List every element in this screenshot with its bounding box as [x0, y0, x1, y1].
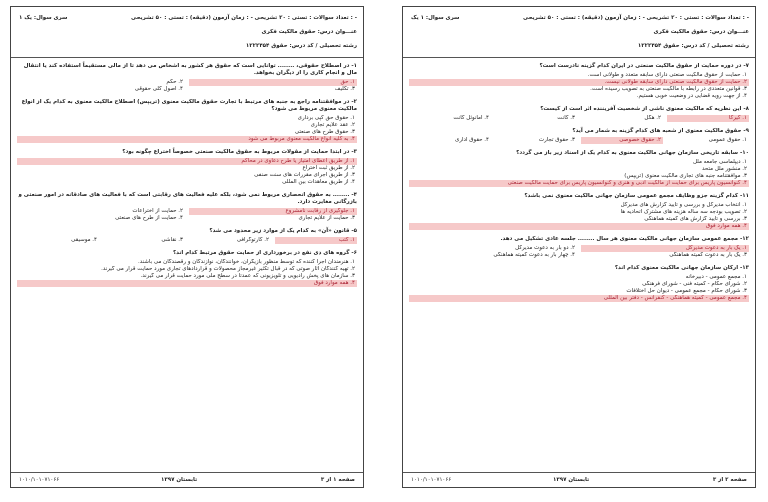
course-title: عنـــوان درس: حقوق مالکیت فکری [261, 29, 357, 35]
answer-option: ۱. حقوق عمومی [708, 137, 747, 143]
page-number: صفحه ۱ از ۳ [320, 477, 355, 483]
question-block [17, 149, 357, 186]
answer-option: ۳. از طریق اجرای مقررات های سنت صنفی [254, 172, 355, 178]
exam-footer [11, 472, 363, 487]
answer-option: ۳. موافقتنامه جنبه های تجاری مالکیت معنوی (تریپس) [624, 173, 747, 179]
answer-option-highlighted: ۴. همه موارد فوق [17, 280, 357, 287]
options-grid [409, 137, 749, 144]
answer-option: ۳. حمایت از علایم تجاری [298, 215, 355, 221]
answer-option: ۴. حمایت از طرح های صنعتی [115, 215, 183, 221]
answer-option: ۳. کانت [557, 115, 575, 121]
answer-option: ۲. عقد علایم تجاری [310, 122, 355, 128]
questions-area [17, 63, 357, 471]
question-block [17, 99, 357, 143]
exam-footer [403, 472, 755, 487]
question-block [409, 63, 749, 100]
answer-option: ۴. چهار بار به دعوت کمیته هماهنگی [493, 252, 575, 258]
answer-option: ۱. هنرمندان اجرا کننده که توسط منظور بازیگران، خوانندگان، نوازندگان و رقصندگان می باشند. [138, 259, 355, 265]
question-text: ۱۳- ارکان سازمان جهانی مالکیت معنوی کدام اند؟ [614, 265, 749, 271]
question-count-label: تعداد سوالات : تستی : ۲۰ تشریحی : - [254, 15, 357, 21]
question-text: ۱۲- مجمع عمومی سازمان جهانی مالکیت معنوی هر سال ........ جلسه عادی تشکیل می دهد. [500, 236, 749, 242]
answer-option: ۲. منشور ملل متحد [702, 166, 747, 172]
answer-option: ۳. حقوق تجارت [538, 137, 575, 143]
answer-option: ۴. حقوق اداری [455, 137, 489, 143]
answer-option: ۳. قوانین متعددی در رابطه با مالکیت صنعتی به تصویب رسیده است. [590, 86, 747, 92]
question-block [17, 228, 357, 244]
answer-option: ۲. دو بار به دعوت مدیرکل [515, 245, 575, 251]
answer-option: ۲. تهیه کنندگان آثار صوتی که در قبال تکثیر غیرمجاز محصولات و قراردادهای تجاری مورد حمایت قرار می گیرند. [101, 266, 355, 272]
options-grid [409, 245, 749, 259]
answer-option: ۲. کارتوگرافی [236, 237, 269, 243]
exam-date: تابستان ۱۳۹۷ [553, 477, 590, 483]
answer-option: ۴. موسیقی [71, 237, 97, 243]
options-grid [409, 72, 749, 100]
options-grid [17, 115, 357, 143]
options-grid [409, 159, 749, 187]
exam-page-2 [402, 6, 756, 488]
question-block [409, 106, 749, 122]
question-text: ۳- در ابتدا حمایت از مقولات مربوط به حقوق مالکیت صنعتی خصوصاً اختراع چگونه بود؟ [122, 149, 357, 155]
answer-option-highlighted: ۲. حقوق خصوصی [581, 137, 663, 144]
question-text: ۹- حقوق مالکیت معنوی از شعبه های کدام گزینه به شمار می آید؟ [572, 128, 749, 134]
answer-option-highlighted: ۴. به کلیه انواع مالکیت معنوی مربوط می شود [17, 136, 357, 143]
question-count-label: تعداد سوالات : تستی : ۲۰ تشریحی : - [646, 15, 749, 21]
series-label: سری سوال: ۱ یک [411, 15, 460, 21]
answer-option: ۱. حمایت از حقوق مالکیت صنعتی دارای سابقه متعدد و طولانی است. [587, 72, 747, 78]
answer-option: ۱. دیپلماسی جامعه ملل [692, 159, 747, 165]
answer-option-highlighted: ۴. مجمع عمومی - کمیته هماهنگی - کنفرانس - دفتر بین المللی [409, 295, 749, 302]
exam-date: تابستان ۱۳۹۷ [161, 477, 198, 483]
answer-option: ۳. سازمان های پخش رادیویی و تلویزیونی که عمدتاً در سطح ملی مورد حمایت قرار می گیرند. [140, 273, 355, 279]
answer-option: ۳. یک بار به دعوت کمیته هماهنگی [669, 252, 747, 258]
answer-option-highlighted: ۱. حق [189, 79, 357, 86]
question-block [17, 192, 357, 222]
question-text: ۴- ........ به حقوق انحصاری مربوط نمی شود، بلکه علیه فعالیت های رقابتی است که با فعالیت های صادقانه در امور صنعتی و بازرگانی مغایرت دارد. [18, 192, 357, 205]
answer-option-highlighted: ۱. کتب [275, 237, 357, 244]
question-block [17, 63, 357, 93]
answer-option-highlighted: ۲. حمایت از حقوق مالکیت صنعتی دارای سابقه طولانی نیست. [409, 79, 749, 86]
exam-time-label: زمان آزمون (دقیقه) : تستی : ۵۰ تشریحی : - [523, 15, 645, 21]
question-block [409, 265, 749, 302]
question-block [409, 150, 749, 187]
options-grid [17, 237, 357, 244]
question-text: ۲- در موافقتنامه راجع به جنبه های مرتبط با تجارت حقوق مالکیت معنوی (تریپس) اصطلاح مالکیت معنوی به کدام یک از انواع مالکیت معنوی مربوط می شود؟ [21, 99, 357, 112]
exam-page-1 [10, 6, 364, 488]
options-grid [17, 259, 357, 287]
answer-option: ۴. از طریق معاهدات بین المللی [282, 179, 355, 185]
answer-option: ۴. اصول کلی حقوقی [134, 86, 183, 92]
course-code: رشته تحصیلی / کد درس: حقوق ۱۲۲۲۴۵۴ [245, 43, 357, 49]
options-grid [409, 202, 749, 230]
answer-option-highlighted: ۱. از طریق اعطای امتیاز یا طرح دعاوی در محاکم [17, 158, 357, 165]
exam-code: ۱۰۱۰/۱۰۱۰۷۱۰۶۶ [19, 477, 60, 483]
answer-option-highlighted: ۱. جلوگیری از رقابت نامشروع [189, 208, 357, 215]
question-text: ۶- گروه های ذی نفع در برخورداری از حمایت حقوق مرتبط کدام اند؟ [172, 250, 357, 256]
answer-option-highlighted: ۴. همه موارد فوق [409, 223, 749, 230]
answer-option: ۳. تکلیف [334, 86, 355, 92]
course-title: عنـــوان درس: حقوق مالکیت فکری [653, 29, 749, 35]
answer-option: ۱. حقوق حق کپی برداری [297, 115, 355, 121]
answer-option: ۳. نقاشی [161, 237, 183, 243]
answer-option: ۲. هگل [644, 115, 661, 121]
question-block [409, 193, 749, 230]
answer-option: ۱. مجمع عمومی - دبیرخانه [685, 274, 747, 280]
question-text: ۸- این نظریه که مالکیت معنوی ناشی از شخصیت آفریننده اثر است از کیست؟ [540, 106, 749, 112]
answer-option: ۲. حکم [166, 79, 183, 85]
question-text: ۱۰- سابقه تاریخی سازمان جهانی مالکیت معنوی به کدام یک از اسناد زیر باز می گردد؟ [516, 150, 749, 156]
answer-option: ۳. حقوق طرح های صنعتی [294, 129, 355, 135]
options-grid [17, 158, 357, 186]
exam-time-label: زمان آزمون (دقیقه) : تستی : ۵۰ تشریحی : - [131, 15, 253, 21]
questions-area [409, 63, 749, 471]
question-text: ۷- در دوره حمایت از حقوق مالکیت صنعتی در ایران کدام گزینه نادرست است؟ [539, 63, 749, 69]
answer-option-highlighted: ۴. کنوانسیون پاریس برای حمایت از مالکیت ادبی و هنری و کنوانسیون پاریس برای حمایت مالکیت صنعتی [409, 180, 749, 187]
page-number: صفحه ۲ از ۳ [712, 477, 747, 483]
course-code: رشته تحصیلی / کد درس: حقوق ۱۲۲۲۴۵۴ [637, 43, 749, 49]
exam-code: ۱۰۱۰/۱۰۱۰۷۱۰۶۶ [411, 477, 452, 483]
options-grid [17, 208, 357, 222]
question-block [409, 128, 749, 144]
question-text: ۱۱- کدام گزینه جزو وظایف مجمع عمومی سازمان جهانی مالکیت معنوی نمی باشد؟ [524, 193, 749, 199]
exam-header [11, 7, 363, 58]
question-block [409, 236, 749, 259]
answer-option: ۲. حمایت از اختراعات [132, 208, 183, 214]
answer-option-highlighted: ۱. یک بار به دعوت مدیرکل [581, 245, 749, 252]
answer-option: ۲. شورای حکام - کمیته فنی - شورای فرهنگی [642, 281, 747, 287]
answer-option: ۴. از جهت رویه قضایی در وضعیت خوبی هستیم. [636, 93, 747, 99]
answer-option: ۳. بررسی و تأیید گزارش های کمیته هماهنگی [644, 216, 747, 222]
answer-option: ۲. تصویب بودجه سه ساله هزینه های مشترک اتحادیه ها [620, 209, 747, 215]
question-text: ۵- قانون «آن» به کدام یک از موارد زیر محدود می شد؟ [209, 228, 357, 234]
options-grid [409, 274, 749, 302]
options-grid [17, 79, 357, 93]
options-grid [409, 115, 749, 122]
question-text: ۱- در اصطلاح حقوقی، ........ توانایی است که حقوق هر کشور به اشخاص می دهد تا از مالی مستقیماً استفاده کند یا انتقال مال و انجام کاری را از دیگران بخواهد. [23, 63, 357, 76]
series-label: سری سوال: یک ۱ [19, 15, 68, 21]
answer-option: ۴. امانوئل کانت [453, 115, 489, 121]
answer-option: ۲. از طریق ثبت اختراع [302, 165, 355, 171]
question-block [17, 250, 357, 287]
answer-option-highlighted: ۱. کیرکا [667, 115, 749, 122]
exam-header [403, 7, 755, 58]
answer-option: ۱. انتخاب مدیرکل و بررسی و تأیید گزارش های مدیرکل [620, 202, 747, 208]
answer-option: ۳. شورای حکام - مجمع عمومی - دیوان حل اختلافات [626, 288, 747, 294]
